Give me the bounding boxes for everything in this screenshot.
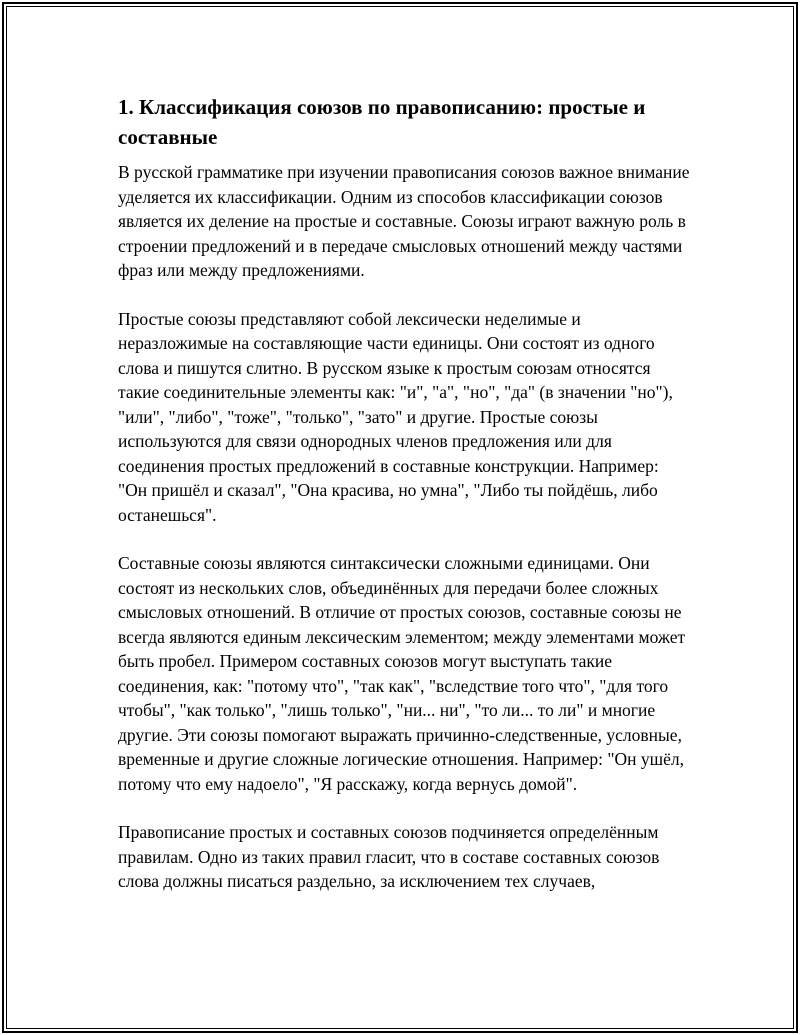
- paragraph-intro: В русской грамматике при изучении правописания союзов важное внимание уделяется их классификации. Одним из способов классификации союзов является их деление на простые и составные. Союзы играют важную роль в строении предложений и в передаче смысловых отношений между частями фраз или между предложениями.: [118, 162, 690, 280]
- section-heading: 1. Классификация союзов по правописанию: простые и составные: [118, 95, 646, 149]
- document-content: [118, 92, 690, 894]
- paragraph-simple-conjunctions: Простые союзы представляют собой лексически неделимые и неразложимые на составляющие части единицы. Они состоят из одного слова и пишутся слитно. В русском языке к простым союзам относятся такие соединительные элементы как: "и", "а", "но", "да" (в значении "но"), "или", "либо", "тоже", "только", "зато" и другие. Простые союзы используются для связи однородных членов предложения или для соединения простых предложений в составные конструкции. Например: "Он пришёл и сказал", "Она красива, но умна", "Либо ты пойдёшь, либо останешься".: [118, 308, 673, 525]
- paragraph-spelling-rules: Правописание простых и составных союзов подчиняется определённым правилам. Одно из таких правил гласит, что в составе составных союзов слова должны писаться раздельно, за исключением тех случаев,: [118, 822, 660, 891]
- paragraph-compound-conjunctions: Составные союзы являются синтаксически сложными единицами. Они состоят из нескольких слов, объединённых для передачи более сложных смысловых отношений. В отличие от простых союзов, составные союзы не всегда являются единым лексическим элементом; между элементами может быть пробел. Примером составных союзов могут выступать такие соединения, как: "потому что", "так как", "вследствие того что", "для того чтобы", "как только", "лишь только", "ни... ни", "то ли... то ли" и многие другие. Эти союзы помогают выражать причинно-следственные, условные, временные и другие сложные логические отношения. Например: "Он ушёл, потому что ему надоело", "Я расскажу, когда вернусь домой".: [118, 553, 686, 794]
